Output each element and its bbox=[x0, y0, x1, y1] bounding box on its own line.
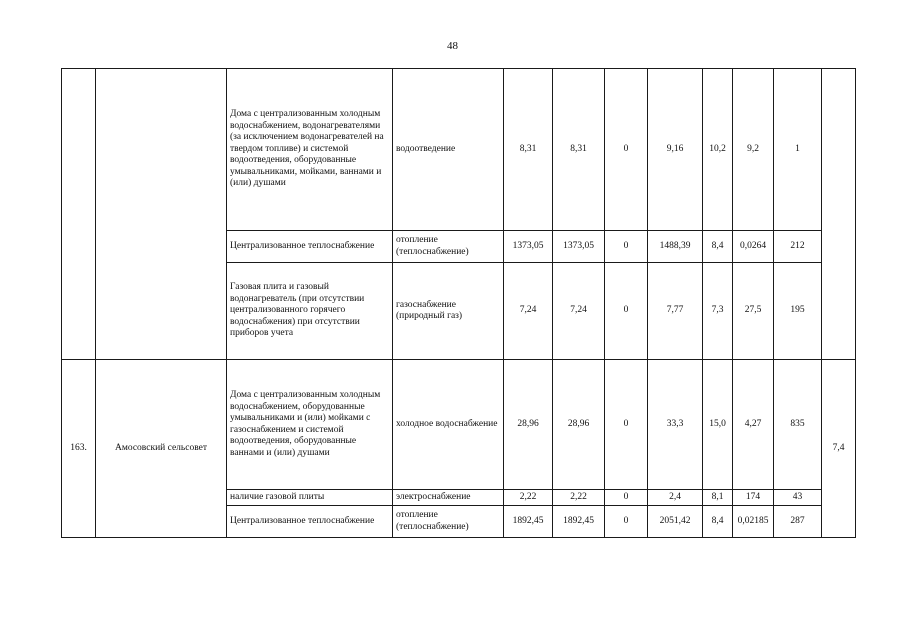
last-col-value: 7,4 bbox=[822, 360, 856, 538]
value-cell: 0,0264 bbox=[733, 231, 774, 263]
last-col-cell bbox=[822, 69, 856, 360]
service-cell: отопление (теплоснабжение) bbox=[393, 231, 504, 263]
value-cell: 7,24 bbox=[504, 263, 553, 360]
value-cell: 1373,05 bbox=[504, 231, 553, 263]
row-index: 163. bbox=[62, 360, 96, 538]
value-cell: 7,77 bbox=[648, 263, 703, 360]
value-cell: 0 bbox=[605, 263, 648, 360]
value-cell: 8,4 bbox=[703, 231, 733, 263]
service-cell: холодное водоснабжение bbox=[393, 360, 504, 490]
value-cell: 2,22 bbox=[504, 490, 553, 506]
value-cell: 1488,39 bbox=[648, 231, 703, 263]
service-cell: газоснабжение (природный газ) bbox=[393, 263, 504, 360]
value-cell: 1373,05 bbox=[553, 231, 605, 263]
index-cell bbox=[62, 69, 96, 360]
value-cell: 835 bbox=[774, 360, 822, 490]
value-cell: 2051,42 bbox=[648, 506, 703, 538]
service-cell: водоотведение bbox=[393, 69, 504, 231]
value-cell: 0,02185 bbox=[733, 506, 774, 538]
value-cell: 33,3 bbox=[648, 360, 703, 490]
description-cell: Централизованное теплоснабжение bbox=[227, 506, 393, 538]
description-cell: Дома с централизованным холодным водоснабжением, оборудованные умывальниками и (или) мойками с газоснабжением и системой водоотведения, оборудованные ваннами и (или) душами bbox=[227, 360, 393, 490]
description-cell: наличие газовой плиты bbox=[227, 490, 393, 506]
value-cell: 0 bbox=[605, 231, 648, 263]
value-cell: 27,5 bbox=[733, 263, 774, 360]
value-cell: 28,96 bbox=[553, 360, 605, 490]
description-cell: Дома с централизованным холодным водоснабжением, водонагревателями (за исключением водонагревателей на твердом топливе) и системой водоотведения, оборудованные умывальниками, мойками, ваннами и (или) душами bbox=[227, 69, 393, 231]
value-cell: 43 bbox=[774, 490, 822, 506]
service-cell: электроснабжение bbox=[393, 490, 504, 506]
value-cell: 212 bbox=[774, 231, 822, 263]
value-cell: 15,0 bbox=[703, 360, 733, 490]
description-cell: Газовая плита и газовый водонагреватель (при отсутствии централизованного горячего водоснабжения) при отсутствии приборов учета bbox=[227, 263, 393, 360]
value-cell: 9,16 bbox=[648, 69, 703, 231]
value-cell: 2,22 bbox=[553, 490, 605, 506]
value-cell: 7,24 bbox=[553, 263, 605, 360]
value-cell: 7,3 bbox=[703, 263, 733, 360]
value-cell: 1 bbox=[774, 69, 822, 231]
value-cell: 1892,45 bbox=[504, 506, 553, 538]
settlement-name: Амосовский сельсовет bbox=[96, 360, 227, 538]
value-cell: 0 bbox=[605, 69, 648, 231]
value-cell: 1892,45 bbox=[553, 506, 605, 538]
value-cell: 9,2 bbox=[733, 69, 774, 231]
value-cell: 4,27 bbox=[733, 360, 774, 490]
description-cell: Централизованное теплоснабжение bbox=[227, 231, 393, 263]
page-number: 48 bbox=[447, 40, 458, 52]
value-cell: 174 bbox=[733, 490, 774, 506]
value-cell: 0 bbox=[605, 506, 648, 538]
value-cell: 10,2 bbox=[703, 69, 733, 231]
name-cell bbox=[96, 69, 227, 360]
value-cell: 8,31 bbox=[504, 69, 553, 231]
value-cell: 8,31 bbox=[553, 69, 605, 231]
service-cell: отопление (теплоснабжение) bbox=[393, 506, 504, 538]
value-cell: 8,1 bbox=[703, 490, 733, 506]
value-cell: 287 bbox=[774, 506, 822, 538]
value-cell: 0 bbox=[605, 360, 648, 490]
value-cell: 8,4 bbox=[703, 506, 733, 538]
table-row bbox=[62, 360, 856, 490]
value-cell: 195 bbox=[774, 263, 822, 360]
tariff-table bbox=[61, 68, 856, 538]
table-row bbox=[62, 69, 856, 231]
value-cell: 28,96 bbox=[504, 360, 553, 490]
value-cell: 0 bbox=[605, 490, 648, 506]
value-cell: 2,4 bbox=[648, 490, 703, 506]
